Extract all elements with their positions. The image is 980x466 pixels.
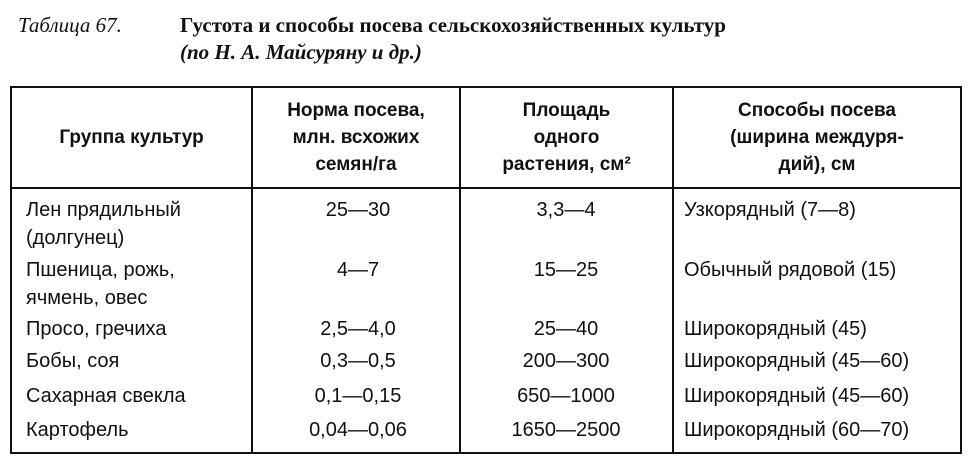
data-table — [10, 86, 962, 454]
table-number: Таблица 67. — [18, 13, 122, 37]
crop-group-cell: Лен прядильный (долгунец) — [26, 199, 181, 249]
crop-group-cell: Бобы, соя — [26, 350, 120, 372]
header-sowing-method: Способы посева (ширина междуря- дий), см — [730, 100, 904, 175]
sowing-method-cell: Обычный рядовой (15) — [684, 259, 897, 281]
plant-area-cell: 25—40 — [533, 318, 599, 340]
seeding-rate-cell: 2,5—4,0 — [320, 318, 396, 340]
seeding-rate-cell: 0,04—0,06 — [309, 419, 407, 441]
table-title: Густота и способы посева сельскохозяйственных культур — [180, 13, 726, 37]
table-header-row — [12, 88, 960, 189]
seeding-rate-cell: 0,3—0,5 — [320, 350, 396, 372]
sowing-method-cell: Широкорядный (45—60) — [684, 385, 910, 407]
table-subtitle: (по Н. А. Майсуряну и др.) — [180, 40, 422, 64]
header-plant-area: Площадь одного растения, см² — [502, 100, 631, 175]
crop-group-cell: Сахарная свекла — [26, 385, 186, 407]
plant-area-cell: 1650—2500 — [511, 419, 621, 441]
crop-group-cell: Картофель — [26, 419, 129, 441]
seeding-rate-cell: 4—7 — [336, 259, 380, 281]
plant-area-cell: 200—300 — [522, 350, 610, 372]
sowing-method-cell: Узкорядный (7—8) — [684, 199, 856, 221]
crop-group-cell: Просо, гречиха — [26, 318, 167, 340]
sowing-method-cell: Широкорядный (45—60) — [684, 350, 910, 372]
crop-group-cell: Пшеница, рожь, ячмень, овес — [26, 259, 175, 309]
plant-area-cell: 650—1000 — [517, 385, 615, 407]
table-caption — [18, 12, 968, 66]
header-seeding-rate: Норма посева, млн. всхожих семян/га — [287, 100, 425, 175]
sowing-method-cell: Широкорядный (45) — [684, 318, 867, 340]
header-crop-group: Группа культур — [59, 127, 204, 148]
plant-area-cell: 15—25 — [533, 259, 599, 281]
sowing-method-cell: Широкорядный (60—70) — [684, 419, 910, 441]
plant-area-cell: 3,3—4 — [536, 199, 596, 221]
seeding-rate-cell: 0,1—0,15 — [314, 385, 402, 407]
seeding-rate-cell: 25—30 — [325, 199, 391, 221]
